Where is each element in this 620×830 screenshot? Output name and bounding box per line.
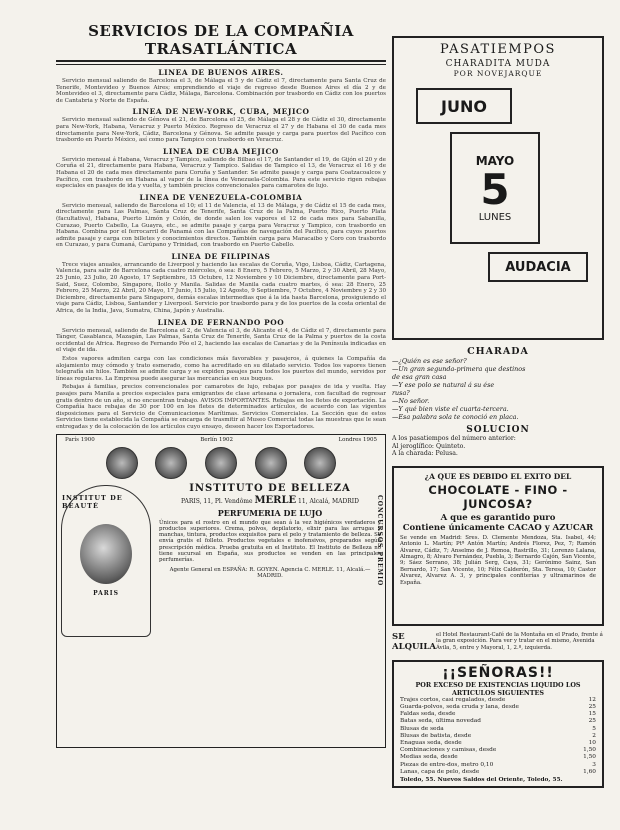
price-item-price: 25 bbox=[588, 703, 596, 710]
ad-footer: Agente General en ESPAÑA: R. GOYEN. Agencia C. MERLE. 11, Alcalá.—MADRID. bbox=[169, 566, 371, 579]
page-title: SERVICIOS DE LA COMPAÑIA TRASATLÁNTICA bbox=[88, 22, 354, 58]
price-item-name: Blusas de batista, desde bbox=[400, 732, 472, 739]
hotel-text: el Hotel Restaurant-Café de la Montaña en el Prado, frente á la gran exposición. Para ver y tratar en el mismo, Avenida Ávila, 5, entre y Mayoral, 1, 2.º, izquierda. bbox=[436, 631, 603, 651]
beauty-institute-ad bbox=[56, 434, 386, 748]
section-text: Trece viajes anuales, arrancando de Liverpool y haciendo las escalas de Coruña, Vigo, Lisboa, Cádiz, Cartagena, Valencia, para salir de Barcelona cada cuatro miércoles, ó sea: 8 Enero, 5 Febrero, 5 Marzo, 2 y 30 Abril, 28 Mayo, 25 Junio, 23 Julio, 20 Agosto, 17 Septiembre, 15 Octubre, 12 Noviembre y 10 Diciembre, directamente para Port-Said, Suez, Colombo, Singapore, Iloilo y Manila. Salidas de Manila cada cuatro martes, ó sea: 28 Enero, 25 Febrero, 25 Marzo, 22 Abril, 20 Mayo, 17 Junio, 15 Julio, 12 Agosto, 9 Septiembre, 7 Octubre, 4 Noviembre y 2 y 30 Diciembre, directamente para Singapore, demás escalas intermedias que á la ida hasta Barcelona, prosiguiendo el viaje para Cádiz, Lisboa, Santander y Liverpool. Servicio por trasbordo para y de los puertos de la costa oriental de Africa, de la India, Java, Sumatra, China, Japón y Australia. bbox=[56, 261, 386, 315]
price-item bbox=[400, 704, 596, 711]
beauty-crest-icon bbox=[61, 485, 151, 637]
medal-icon bbox=[155, 447, 187, 479]
price-item bbox=[400, 711, 596, 718]
price-item bbox=[400, 754, 596, 761]
price-item-name: Lanas, capa de pelo, desde bbox=[400, 768, 480, 775]
chocolate-vendors: Se vende en Madrid: Sres. D. Clemente Mendoza, Sta. Isabel, 44; Antonio L. Martín; Ptª Antón Martín; Andrés Florez, Pez, 7; Ramón Álvarez, Cádiz, 7; Anselmo de J. Remoa, Rastrillo, 31; Lorenzo Lalana, Almagro, 8; Alvaro Fernández, Puebla, 3; Bernardo Cajón, San Vicente, 9; Sáez Serrano, 38; Julián Serg, Caya, 31; Gerónimo Sainz, San Bernardo, 17; San Vicente, 10; Félix Calderón, Sta. Teresa, 10; Castor Alvarez, Alvarez A. 3, y principales confiterías y ultramarinos de España. bbox=[400, 534, 596, 586]
chocolate-question: ¿A QUE ES DEBIDO EL EXITO DEL bbox=[424, 471, 572, 481]
address-right: 11, Alcalá, MADRID bbox=[298, 497, 359, 505]
price-item-name: Blusas de seda bbox=[400, 725, 444, 732]
pasatiempos-author: POR NOVEJARQUE bbox=[453, 69, 543, 78]
institute-address-line bbox=[159, 495, 381, 506]
award-year: Londres 1905 bbox=[338, 436, 377, 443]
medal-icon bbox=[106, 447, 138, 479]
medal-icon bbox=[304, 447, 336, 479]
price-list bbox=[400, 697, 596, 776]
chocolate-brand: CHOCOLATE - FINO - JUNCOSA? bbox=[428, 482, 568, 511]
section-heading: LINEA DE VENEZUELA-COLOMBIA bbox=[139, 192, 303, 202]
price-item-name: Medias seda, desde bbox=[400, 754, 458, 761]
hotel-rent-ad bbox=[392, 632, 604, 652]
section-new-york bbox=[56, 107, 386, 143]
notice-text: Rebajas á familias, precios convencionales por camarotes de lujo, rebajas por pasajes de ida y vuelta. Hay pasajes para Manila a precios especiales para emigrantes de clase artesana o jornalera, con facultad de regresar gratis dentro de un año, si no encuentran trabajo. AVISOS IMPORTANTES. Rebajas en los fletes de exportación. La Compañía hace rebajas de 30 por 100 en los fletes de determinados artículos, de acuerdo con las vigentes disposiciones para el Servicio de Comunicaciones Marítimas. Servicios Comerciales. La Sección que de estos Servicios tiene establecida la Compañía se encarga de trasmitir al Museo Comercial todas las muestras que le sean entregadas y de la colocación de los artículos cuyo ensayo, deseen hacer los Exportadores. bbox=[56, 384, 386, 430]
price-item-price: 5 bbox=[592, 725, 596, 732]
price-item-name: Combinaciones y camisas, desde bbox=[400, 747, 497, 754]
price-item-price: 1,50 bbox=[583, 747, 596, 754]
price-item-price: 1,50 bbox=[583, 754, 596, 761]
senoras-footer bbox=[400, 777, 596, 784]
puzzle-word-bottom: AUDACIA bbox=[488, 252, 588, 282]
section-text: Servicio mensual, saliendo de Barcelona el 2, de Valencia el 3, de Alicante el 4, de Cádiz el 7, directamente para Tánger, Casablanca, Mazagán, Las Palmas, Santa Cruz de Tenerife, Santa Cruz de la Palma y puertos de la costa occidental de Africa. Regreso de Fernando Póo el 2, haciendo las escalas de Canarias y de la Península indicadas en el viaje de ida. bbox=[56, 327, 386, 354]
price-item-name: Batas seda, última novedad bbox=[400, 718, 481, 725]
left-column bbox=[56, 20, 386, 820]
section-buenos-aires bbox=[56, 68, 386, 104]
charada-lines bbox=[392, 357, 604, 421]
calendar-day: 5 bbox=[480, 164, 510, 214]
medal-icon bbox=[205, 447, 237, 479]
section-venezuela bbox=[56, 193, 386, 249]
price-item-price: 2 bbox=[592, 732, 596, 739]
calendar-sheet bbox=[450, 132, 540, 244]
solucion-line: A la charada: Pelusa. bbox=[392, 450, 458, 458]
ad-description: Únicos para el rostro en el mundo que sean á la vez higiénicos verdaderos y productos superiores. Crema, polvos, depilatorio, elixir para las arrugas y manchas, tintura, productos exquisitos para el pelo y tratamiento de belleza. Se envía gratis el folleto. Productos vegetales e inofensivos, preparados según prescripción médica. Prueba gratuita en el Instituto. El Instituto de Belleza no tiene sucursal en España, sus productos se venden en las principales perfumerías. bbox=[159, 519, 381, 564]
section-fernando-poo bbox=[56, 318, 386, 354]
pasatiempos-title: PASATIEMPOS bbox=[440, 42, 556, 57]
price-item-price: 15 bbox=[588, 711, 596, 718]
charada-title: CHARADA bbox=[467, 346, 529, 357]
price-item-price: 1,60 bbox=[583, 768, 596, 775]
hotel-heading: SE ALQUILA bbox=[392, 631, 436, 652]
solucion-title: SOLUCION bbox=[466, 425, 530, 435]
right-column bbox=[392, 36, 604, 826]
calendar-month: MAYO bbox=[475, 153, 515, 168]
section-heading: LINEA DE CUBA MEJICO bbox=[163, 146, 279, 156]
section-heading: LINEA DE NEW-YORK, CUBA, MEJICO bbox=[132, 107, 310, 117]
section-heading: LINEA DE BUENOS AIRES. bbox=[158, 68, 284, 77]
solucion-line: Al jeroglífico: Quinteto. bbox=[392, 442, 466, 450]
solucion-intro: A los pasatiempos del número anterior: bbox=[392, 435, 516, 442]
charada-line: de esa gran casa bbox=[392, 373, 447, 381]
price-item-name: Enaguas seda, desde bbox=[400, 740, 462, 746]
senoras-ad bbox=[392, 660, 604, 788]
price-item bbox=[400, 762, 596, 769]
section-heading: LINEA DE FERNANDO POO bbox=[157, 317, 285, 327]
price-item bbox=[400, 726, 596, 733]
senoras-footer-text: Toledo, 55. Nuevos Saldos del Oriente, Toledo, 55. bbox=[400, 777, 563, 784]
ad-side-text: CONCURSOS PREMIO bbox=[376, 494, 383, 586]
title-rule bbox=[56, 60, 386, 65]
charada-line: rusa? bbox=[392, 389, 410, 397]
charada-line: —Un gran segunda-primera que destinos bbox=[392, 365, 526, 373]
charada-line: —Y ese polo se natural á su ése bbox=[392, 381, 495, 389]
pasatiempos-box bbox=[392, 36, 604, 340]
notice-text: Estos vapores admiten carga con las condiciones más favorables y pasajeros, á quienes la Compañía da alojamiento muy cómodo y trato esmerado, como ha acreditado en su dilatado servicio. Todos los vapores tienen telegrafía sin hilos. También se admite carga y se expiden pasajes para todos los puertos del mundo, servidos por líneas regulares. La Empresa puede asegurar las mercancías en sus buques. bbox=[56, 356, 386, 382]
section-text: Servicio mensual saliendo de Barcelona el 3, de Málaga el 5 y de Cádiz el 7, directamente para Santa Cruz de Tenerife, Montevideo y Buenos Aires; emprendiendo el viaje de regreso desde Buenos Aires el día 2 y de Montevideo el 3, directamente para Cádiz, Málaga, Barcelona. Combinación por trasbordo en Cádiz con los puertos de Cantabria y Norte de España. bbox=[56, 78, 386, 104]
ad-text-block bbox=[155, 481, 385, 641]
price-item-name: Trajes cortos, casi regalados, desde bbox=[400, 696, 506, 703]
portrait-icon bbox=[80, 524, 132, 584]
institute-title: INSTITUTO DE BELLEZA bbox=[189, 482, 351, 494]
charada-line: —¿Quién es ese señor? bbox=[392, 357, 467, 365]
price-item bbox=[400, 740, 596, 747]
pasatiempos-subtitle: CHARADITA MUDA bbox=[445, 59, 551, 69]
section-text: Servicio mensual saliendo de Génova el 21, de Barcelona el 25, de Málaga el 28 y de Cádiz el 30, directamente para New-York, Habana, Veracruz y Puerto México. Regreso de Veracruz el 27 y de Habana el 30 de cada mes directamente para New-York, Cádiz, Barcelona y Génova. Se admite pasaje y carga para puertos del Pacífico con trasbordo en Puerto México, así como para Tampico con trasbordo en Veracruz. bbox=[56, 117, 386, 144]
section-text: Servicio mensual, saliendo de Barcelona el 10; el 11 de Valencia, el 13 de Málaga, y de Cádiz el 15 de cada mes, directamente para Las Palmas, Santa Cruz de Tenerife, Santa Cruz de la Palma, Puerto Rico, Puerto Plata (facultativa), Habana, Puerto Limón y Colón, de donde salen los vapores el 12 de cada mes para Sabanilla, Curazao, Puerto Cabello, La Guayra, etc., se admite pasaje y carga para Veracruz y Tampico, con trasbordo en Habana. Combina por el ferrocarril de Panamá con las Compañías de navegación del Pacífico, para cuyos puertos admite pasaje y carga con billetes y conocimientos directos. También carga para Maracaibo y Coro con trasbordo en Curazao, y para Cumaná, Carúpano y Trinidad, con trasbordo en Puerto Cabello. bbox=[56, 202, 386, 249]
medals-row bbox=[57, 445, 385, 481]
charada-line: —Y qué bien viste el cuarta-tercera. bbox=[392, 405, 509, 413]
price-item bbox=[400, 718, 596, 725]
price-item-price: 10 bbox=[588, 740, 596, 746]
price-item bbox=[400, 769, 596, 776]
award-year: París 1900 bbox=[65, 436, 95, 443]
section-heading: LINEA DE FILIPINAS bbox=[171, 251, 271, 261]
charada-line: —No señor. bbox=[392, 397, 430, 405]
section-filipinas bbox=[56, 252, 386, 315]
price-item bbox=[400, 733, 596, 740]
chocolate-claim: A que es garantido puro bbox=[440, 512, 556, 523]
price-item bbox=[400, 697, 596, 704]
price-item-name: Faldas seda, desde bbox=[400, 711, 456, 718]
award-year: Berlín 1902 bbox=[200, 436, 233, 443]
brand-name: MERLE bbox=[254, 494, 297, 506]
crest-arc-text: INSTITUT DE BEAUTÉ bbox=[62, 493, 123, 510]
ad-body bbox=[57, 481, 385, 641]
chocolate-claim-2: Contiene únicamente CACAO y AZUCAR bbox=[402, 522, 594, 533]
puzzle-word-top: JUNO bbox=[416, 88, 512, 124]
medal-icon bbox=[255, 447, 287, 479]
senoras-subtitle: POR EXCESO DE EXISTENCIAS LIQUIDO LOS ARTICULOS SIGUIENTES bbox=[415, 680, 581, 697]
charada-line: —Esa palabra sola te conoció en placa. bbox=[392, 413, 519, 421]
price-item-name: Guarda-polvos, seda cruda y lana, desde bbox=[400, 703, 519, 710]
address-left: PARIS, 11, Pl. Vendôme bbox=[181, 497, 253, 505]
section-cuba-mejico bbox=[56, 147, 386, 190]
price-item-price: 25 bbox=[588, 718, 596, 725]
price-item bbox=[400, 747, 596, 754]
award-years bbox=[57, 435, 385, 445]
price-item-price: 3 bbox=[592, 761, 596, 768]
section-text: Servicio mensual á Habana, Veracruz y Tampico, saliendo de Bilbao el 17, de Santander el 19, de Gijón el 20 y de Coruña el 21, directamente para Habana, Veracruz y Tampico. Salidas de Tampico el 13, de Veracruz el 16 y de Habana el 20 de cada mes directamente para Coruña y Santander. Se admite pasaje y carga para Coatzacoalcos y Pacífico, con trasbordo en Habana al vapor de la línea de Venezuela-Colombia. Para este servicio rigen rebajas especiales en pasajes de ida y vuelta, y también precios convencionales para camarotes de lujo. bbox=[56, 156, 386, 190]
chocolate-ad bbox=[392, 466, 604, 626]
calendar-weekday: LUNES bbox=[478, 211, 512, 223]
price-item-name: Piezas de entre-dos, metro 0,10 bbox=[400, 761, 494, 768]
crest-city: PARIS bbox=[93, 590, 119, 598]
perfume-heading: PERFUMERIA DE LUJO bbox=[217, 507, 323, 518]
senoras-title: ¡¡SEÑORAS!! bbox=[442, 664, 554, 681]
price-item-price: 12 bbox=[588, 696, 596, 703]
